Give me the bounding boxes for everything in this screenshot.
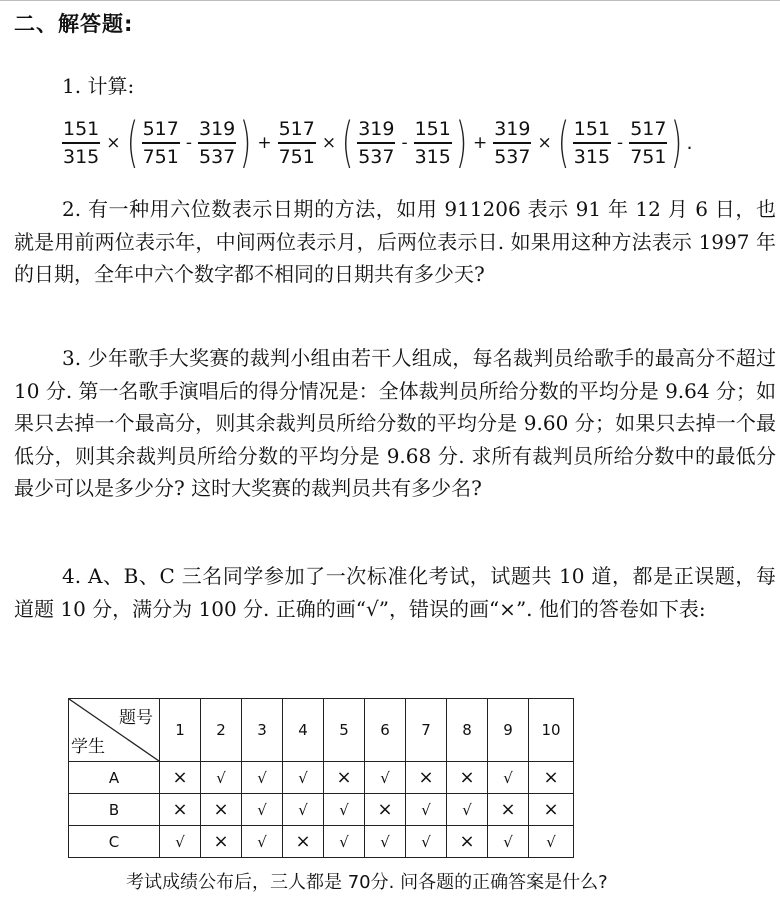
top-border <box>0 0 780 1</box>
plus-sign: + <box>257 133 272 153</box>
numerator: 319 <box>358 118 395 141</box>
fraction <box>62 117 100 168</box>
answer-mark: × <box>201 826 242 858</box>
student-label: A <box>69 762 160 794</box>
fraction <box>198 117 236 168</box>
answer-mark: √ <box>488 826 529 858</box>
numerator: 517 <box>630 118 667 141</box>
fraction <box>142 117 180 168</box>
table-row <box>69 794 574 826</box>
times-sign: × <box>106 133 121 153</box>
formula-end-dot: . <box>686 132 693 154</box>
answer-mark: √ <box>406 826 447 858</box>
column-header: 2 <box>201 699 242 762</box>
times-sign: × <box>321 133 337 153</box>
numerator: 151 <box>414 118 451 141</box>
answer-mark: √ <box>324 826 365 858</box>
answer-mark: × <box>406 762 447 794</box>
plus-sign: + <box>472 133 488 153</box>
answer-mark: × <box>529 762 574 794</box>
answer-mark: × <box>447 826 488 858</box>
answer-mark: √ <box>324 794 365 826</box>
left-paren: ( <box>557 111 570 174</box>
column-header: 9 <box>488 699 529 762</box>
answer-mark: √ <box>242 762 283 794</box>
fraction <box>629 117 667 168</box>
denominator: 751 <box>142 145 179 168</box>
denominator: 751 <box>278 145 315 168</box>
answer-mark: × <box>283 826 324 858</box>
answer-mark: × <box>160 794 201 826</box>
answer-mark: × <box>488 794 529 826</box>
numerator: 319 <box>494 118 531 141</box>
answer-mark: √ <box>201 762 242 794</box>
numerator: 319 <box>199 118 236 141</box>
fraction <box>414 117 452 168</box>
answer-mark: √ <box>365 762 406 794</box>
answer-mark: × <box>201 794 242 826</box>
column-header: 10 <box>529 699 574 762</box>
answer-mark: √ <box>242 794 283 826</box>
right-paren: ) <box>240 111 252 174</box>
numerator: 151 <box>63 118 100 141</box>
answer-mark: × <box>160 762 201 794</box>
answer-mark: √ <box>529 826 574 858</box>
right-paren: ) <box>455 111 468 174</box>
denominator: 537 <box>358 145 395 168</box>
left-paren: ( <box>126 111 138 174</box>
answer-mark: √ <box>242 826 283 858</box>
table-corner-cell <box>69 699 160 762</box>
table-row <box>69 762 574 794</box>
denominator: 315 <box>63 145 100 168</box>
right-paren: ) <box>671 111 683 174</box>
answer-mark: √ <box>160 826 201 858</box>
question-3-text: 3. 少年歌手大奖赛的裁判小组由若干人组成，每名裁判员给歌手的最高分不超过 10 分. 第一名歌手演唱后的得分情况是：全体裁判员所给分数的平均分是 9.64 分；如果只去掉一个最高分，则其余裁判员所给分数的平均分是 9.60 分；如果只去掉一个最低分，则其余裁判员所给分数的平均分是 9.68 分. 求所有裁判员所给分数中的最低分最少可以是多少分? 这时大奖赛的裁判员共有多少名? <box>14 346 776 500</box>
answer-mark: × <box>447 762 488 794</box>
left-paren: ( <box>341 111 354 174</box>
minus-sign: - <box>185 133 192 153</box>
column-header: 3 <box>242 699 283 762</box>
denominator: 315 <box>573 145 611 168</box>
section-title: 二、解答题: <box>14 12 134 36</box>
numerator: 517 <box>142 118 179 141</box>
column-header: 5 <box>324 699 365 762</box>
minus-sign: - <box>617 133 624 153</box>
column-header: 7 <box>406 699 447 762</box>
answer-mark: × <box>324 762 365 794</box>
column-header: 8 <box>447 699 488 762</box>
column-header: 1 <box>160 699 201 762</box>
table-row <box>69 826 574 858</box>
question-1-label: 1. 计算: <box>62 74 135 98</box>
denominator: 315 <box>414 145 451 168</box>
question-2-text: 2. 有一种用六位数表示日期的方法，如用 911206 表示 91 年 12 月 6 日，也就是用前两位表示年，中间两位表示月，后两位表示日. 如果用这种方法表示 1997 年的日期，全年中六个数字都不相同的日期共有多少天? <box>14 197 776 286</box>
fraction <box>573 117 611 168</box>
answer-mark: √ <box>488 762 529 794</box>
student-label: C <box>69 826 160 858</box>
answer-mark: √ <box>365 826 406 858</box>
table-caption: 考试成绩公布后，三人都是 70分. 问各题的正确答案是什么? <box>126 872 608 893</box>
fraction <box>278 117 316 168</box>
numerator: 151 <box>573 118 611 141</box>
answer-table <box>68 698 574 858</box>
fraction <box>493 117 531 168</box>
answer-mark: √ <box>447 794 488 826</box>
answer-mark: √ <box>406 794 447 826</box>
column-header: 6 <box>365 699 406 762</box>
answer-mark: × <box>529 794 574 826</box>
question-4-text: 4. A、B、C 三名同学参加了一次标准化考试，试题共 10 道，都是正误题，每道题 10 分，满分为 100 分. 正确的画“√”，错误的画“×”. 他们的答卷如下表: <box>14 564 776 621</box>
denominator: 751 <box>630 145 667 168</box>
question-1-formula <box>60 112 693 174</box>
minus-sign: - <box>401 133 408 153</box>
corner-label-question-number: 题号 <box>119 708 153 728</box>
table-header-row <box>69 699 574 762</box>
column-header: 4 <box>283 699 324 762</box>
student-label: B <box>69 794 160 826</box>
denominator: 537 <box>199 145 236 168</box>
numerator: 517 <box>278 118 315 141</box>
answer-mark: √ <box>283 794 324 826</box>
corner-label-student: 学生 <box>71 737 105 757</box>
times-sign: × <box>537 133 552 153</box>
answer-mark: × <box>365 794 406 826</box>
answer-mark: √ <box>283 762 324 794</box>
denominator: 537 <box>494 145 531 168</box>
fraction <box>357 117 395 168</box>
